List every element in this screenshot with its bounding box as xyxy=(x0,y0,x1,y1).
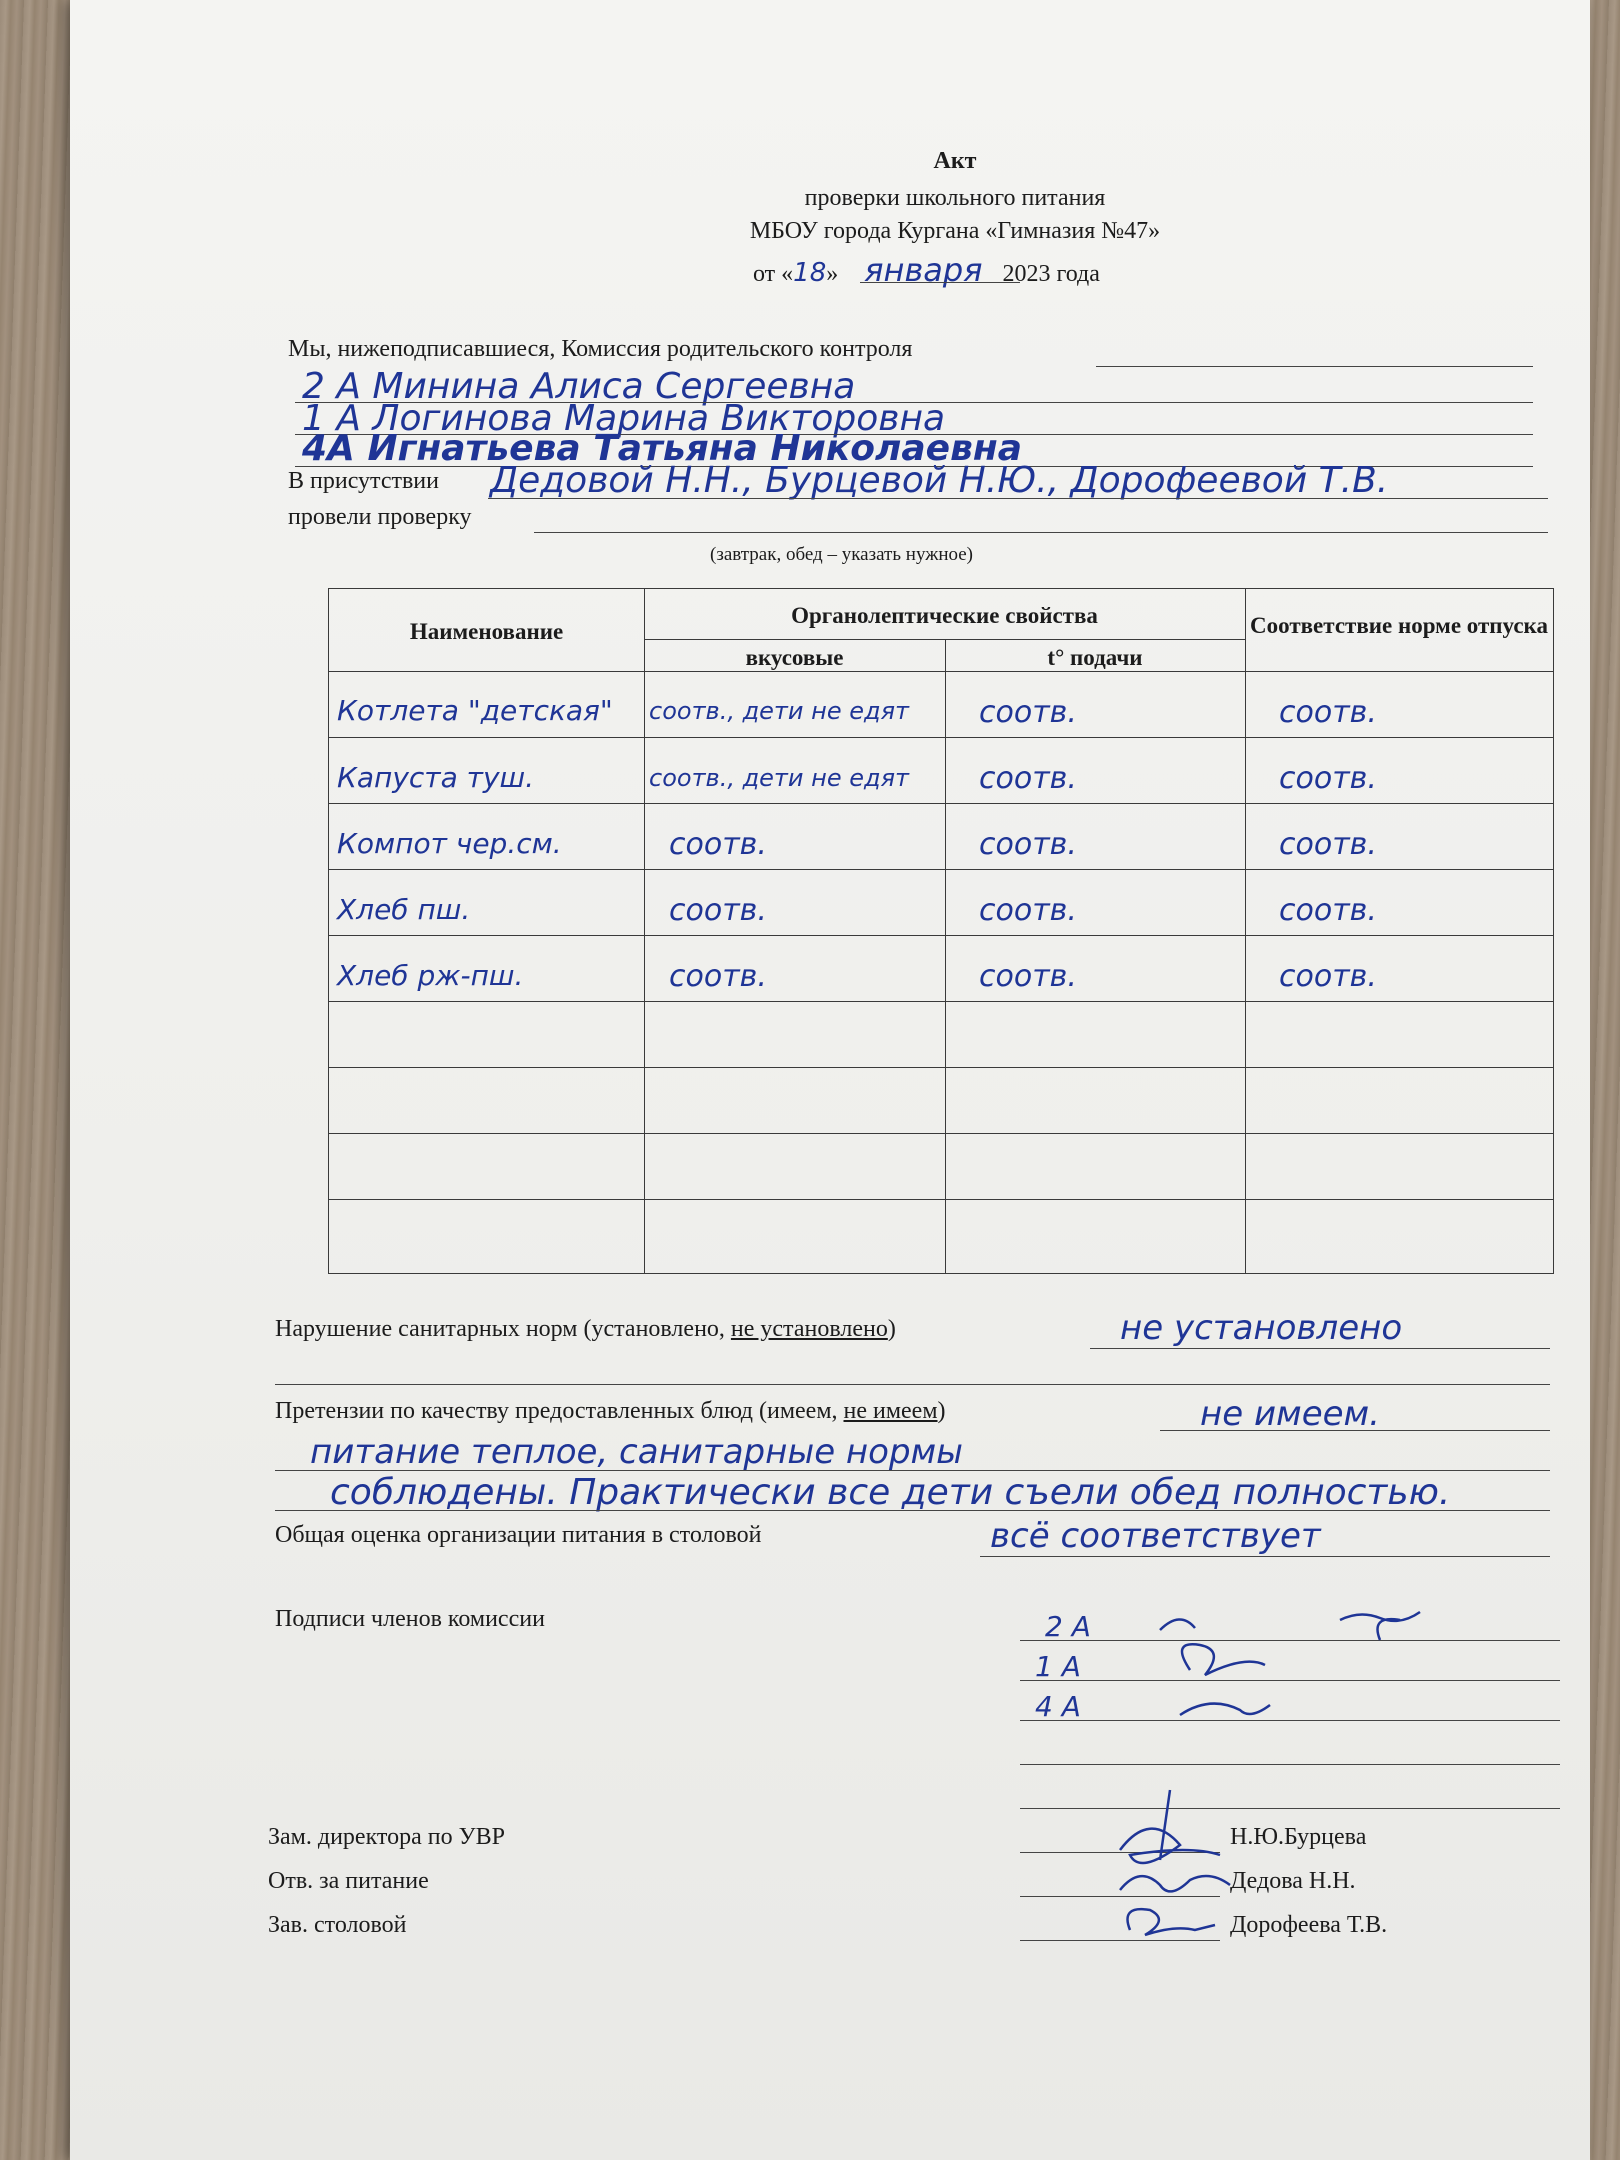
signature-line xyxy=(1020,1764,1560,1765)
signatures-label: Подписи членов комиссии xyxy=(275,1606,545,1632)
claims-value-3: соблюдены. Практически все дети съели обед полностью. xyxy=(330,1472,1451,1513)
row-2-taste: соотв., дети не едят xyxy=(649,764,910,792)
table-divider xyxy=(329,869,1553,870)
commission-signatures-graphic xyxy=(1140,1600,1460,1730)
row-1-taste: соотв., дети не едят xyxy=(649,697,910,725)
row-4-temp: соотв. xyxy=(979,893,1077,928)
blank-line xyxy=(1160,1430,1550,1431)
header-name: Наименование xyxy=(409,619,564,644)
table-divider xyxy=(329,1067,1553,1068)
table-divider xyxy=(1245,589,1246,1273)
row-5-taste: соотв. xyxy=(669,959,767,994)
overall-value: всё соответствует xyxy=(990,1516,1321,1556)
header-organoleptic: Органолептические свойства xyxy=(791,603,1098,628)
official-role-2: Отв. за питание xyxy=(268,1868,429,1894)
inspection-table xyxy=(328,588,1554,1274)
row-2-temp: соотв. xyxy=(979,761,1077,796)
presence-value: Дедовой Н.Н., Бурцевой Н.Ю., Дорофеевой Т.В. xyxy=(490,460,1389,501)
overall-label: Общая оценка организации питания в столовой xyxy=(275,1522,762,1548)
row-1-norm: соотв. xyxy=(1279,695,1377,730)
school-name: МБОУ города Кургана «Гимназия №47» xyxy=(749,218,1161,244)
official-name-1: Н.Ю.Бурцева xyxy=(1230,1824,1367,1850)
date-month: января xyxy=(864,251,983,289)
table-divider xyxy=(329,803,1553,804)
official-name-3: Дорофеева Т.В. xyxy=(1230,1912,1388,1938)
violation-label-a: Нарушение санитарных норм (установлено, xyxy=(275,1316,731,1342)
commission-member-1: 2 А Минина Алиса Сергеевна xyxy=(302,366,856,407)
row-5-norm: соотв. xyxy=(1279,959,1377,994)
row-1-name: Котлета "детская" xyxy=(337,694,613,727)
check-hint: (завтрак, обед – указать нужное) xyxy=(710,544,973,565)
date-line xyxy=(753,251,1100,289)
blank-line xyxy=(275,1384,1550,1385)
row-3-taste: соотв. xyxy=(669,827,767,862)
signature-class-3: 4 А xyxy=(1035,1690,1081,1723)
document-page xyxy=(70,0,1590,2160)
date-year: 2023 года xyxy=(1002,261,1100,287)
claims-value-1: не имеем. xyxy=(1200,1394,1380,1434)
check-label: провели проверку xyxy=(288,504,472,530)
table-divider xyxy=(329,1133,1553,1134)
violation-label-b: не установлено xyxy=(730,1316,888,1342)
blank-line xyxy=(275,1470,1550,1471)
table-divider xyxy=(329,737,1553,738)
official-role-3: Зав. столовой xyxy=(268,1912,407,1938)
table-divider xyxy=(329,1001,1553,1002)
signature-class-1: 2 А xyxy=(1045,1610,1091,1643)
row-3-name: Компот чер.см. xyxy=(337,827,562,860)
violation-label-c: ) xyxy=(887,1316,896,1342)
blank-line xyxy=(1096,366,1533,367)
official-role-1: Зам. директора по УВР xyxy=(268,1824,505,1850)
row-4-taste: соотв. xyxy=(669,893,767,928)
date-mid: » xyxy=(826,261,839,287)
claims-label xyxy=(275,1398,946,1425)
table-divider xyxy=(644,639,1245,640)
row-5-name: Хлеб рж-пш. xyxy=(337,959,524,992)
header-norm: Соответствие норме отпуска xyxy=(1250,613,1548,638)
row-2-norm: соотв. xyxy=(1279,761,1377,796)
blank-line xyxy=(1090,1348,1550,1349)
signature-class-2: 1 А xyxy=(1035,1650,1081,1683)
row-4-name: Хлеб пш. xyxy=(337,893,471,926)
claims-label-b: не имеем xyxy=(843,1398,938,1424)
violation-value: не установлено xyxy=(1120,1308,1403,1348)
document-subtitle: проверки школьного питания xyxy=(804,185,1106,211)
table-divider xyxy=(329,935,1553,936)
row-2-name: Капуста туш. xyxy=(337,761,535,794)
document-title: Акт xyxy=(933,148,977,174)
claims-label-a: Претензии по качеству предоставленных блюд (имеем, xyxy=(275,1398,844,1424)
row-1-temp: соотв. xyxy=(979,695,1077,730)
table-divider xyxy=(329,1199,1553,1200)
blank-line xyxy=(980,1556,1550,1557)
date-day: 18 xyxy=(793,258,827,288)
row-5-temp: соотв. xyxy=(979,959,1077,994)
claims-label-c: ) xyxy=(937,1398,946,1424)
violation-label xyxy=(275,1316,896,1343)
blank-line xyxy=(488,498,1548,499)
header-temp: t° подачи xyxy=(1047,645,1143,670)
table-divider xyxy=(329,671,1553,672)
commission-member-3: 4А Игнатьева Татьяна Николаевна xyxy=(302,428,1023,469)
presence-label: В присутствии xyxy=(288,468,439,494)
row-3-norm: соотв. xyxy=(1279,827,1377,862)
commission-intro: Мы, нижеподписавшиеся, Комиссия родительского контроля xyxy=(288,336,913,362)
row-4-norm: соотв. xyxy=(1279,893,1377,928)
date-underline xyxy=(860,282,1020,283)
official-name-2: Дедова Н.Н. xyxy=(1230,1868,1356,1894)
commission-member-2: 1 А Логинова Марина Викторовна xyxy=(302,398,946,439)
table-divider xyxy=(945,639,946,1273)
claims-value-2: питание теплое, санитарные нормы xyxy=(310,1432,964,1472)
blank-line xyxy=(534,532,1548,533)
row-3-temp: соотв. xyxy=(979,827,1077,862)
header-taste: вкусовые xyxy=(745,645,844,670)
date-prefix: от « xyxy=(753,261,794,287)
table-divider xyxy=(644,589,645,1273)
blank-line xyxy=(275,1510,1550,1511)
official-signatures-graphic xyxy=(1090,1780,1290,1950)
